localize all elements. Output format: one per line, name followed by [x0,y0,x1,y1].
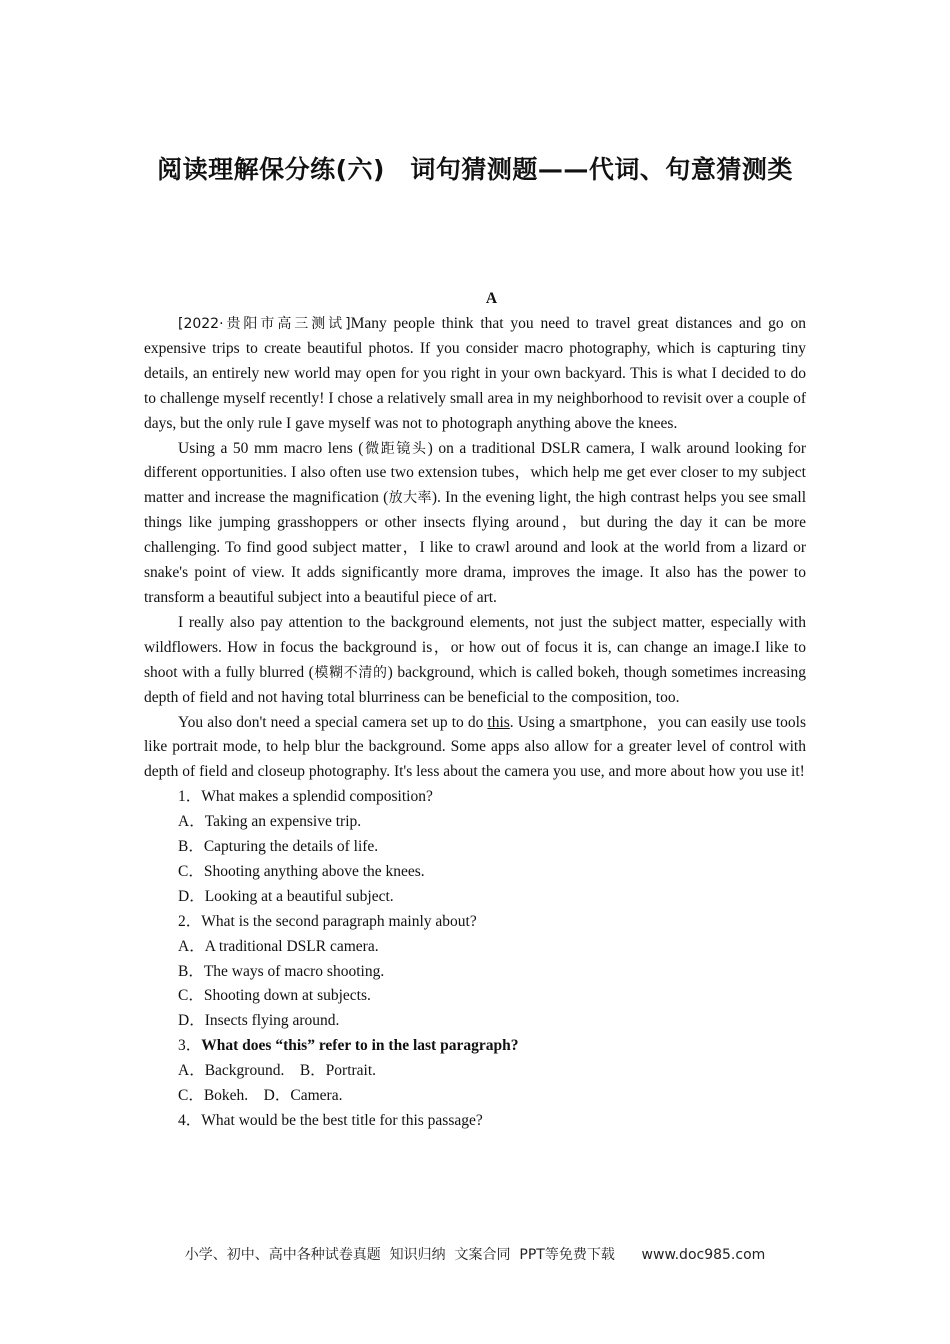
paragraph-2-text-2: ) on a traditional DSLR camera, I walk around looking for different opportunities. I also often use two extension tubes，which help me get ever closer to my subject matter and increase the magnification ( [144,439,806,507]
option: B．The ways of macro shooting. [178,962,385,980]
question-stem [144,1034,806,1059]
paragraph-4-text-2: . Using a smartphone，you can easily use tools like portrait mode, to help blur the background. Some apps also allow for a greater level of control with depth of field and closeup photography. It's less about the camera you use, and more about how you use it! [144,713,806,781]
footer-text: 小学、初中、高中各种试卷真题 知识归纳 文案合同 PPT等免费下载 www.doc985.com [184,1247,766,1263]
paragraph-1-text: Many people think that you need to travel great distances and go on expensive trips to create beautiful photos. If you consider macro photography, which is capturing tiny details, an entirely new world may open for you right in your own backyard. This is what I decided to do to challenge myself recently! I chose a relatively small area in my neighborhood to revisit over a couple of days, but the only rule I gave myself was not to photograph anything above the knees. [144,315,806,432]
gloss-magnification: 放大率 [388,490,432,507]
section-heading: A [485,290,498,307]
option: C．Shooting down at subjects. [178,987,371,1005]
question-number: 3． [178,1037,202,1055]
paragraph-1 [144,312,806,437]
underlined-word: this [487,713,510,731]
question-2 [144,910,806,1035]
option: C．Bokeh. D．Camera. [178,1087,343,1105]
source-tag: [2022·贵阳市高三测试] [178,316,351,332]
paragraph-2 [144,437,806,611]
paragraph-2-text-1: Using a 50 mm macro lens ( [178,439,364,457]
paragraph-4 [144,711,806,786]
question-stem: 2．What is the second paragraph mainly about? [178,912,477,930]
gloss-blurred: 模糊不清的 [313,664,388,681]
paragraph-3-text-1: I really also pay attention to the background elements, not just the subject matter, especially with wildflowers. How in focus the background is，or how out of focus it is, can change an image.I like to shoot with a fully blurred ( [144,613,806,681]
option: B．Capturing the details of life. [178,838,379,856]
question-3 [144,1034,806,1109]
page-title: 阅读理解保分练(六) 词句猜测题——代词、句意猜测类 [157,155,793,184]
question-1 [144,785,806,910]
question-4 [144,1109,806,1134]
paragraph-3-text-2: ) background, which is called bokeh, though sometimes increasing depth of field and not having total blurriness can be beneficial to the composition, too. [144,663,806,706]
paragraph-3 [144,611,806,711]
option: C．Shooting anything above the knees. [178,862,425,880]
question-stem: 1．What makes a splendid composition? [178,788,433,806]
paragraph-4-text-1: You also don't need a special camera set up to do [178,713,488,731]
paragraph-2-text-3: ). In the evening light, the high contrast helps you see small things like jumping grasshoppers or other insects flying around，but during the day it can be more challenging. To find good subject matter，I like to crawl around and look at the world from a lizard or snake's point of view. It adds significantly more drama, improves the image. It also has the power to transform a beautiful subject into a beautiful piece of art. [144,489,806,606]
gloss-macro-lens: 微距镜头 [363,440,428,457]
passage-content [144,312,806,1134]
option: D．Looking at a beautiful subject. [178,887,394,905]
question-stem: 4．What would be the best title for this passage? [178,1112,483,1129]
option: A．Background. B．Portrait. [178,1062,377,1080]
option: A．A traditional DSLR camera. [178,937,379,955]
option: A．Taking an expensive trip. [178,813,362,831]
option: D．Insects flying around. [178,1012,340,1030]
question-text: What does “this” refer to in the last paragraph? [201,1037,519,1055]
